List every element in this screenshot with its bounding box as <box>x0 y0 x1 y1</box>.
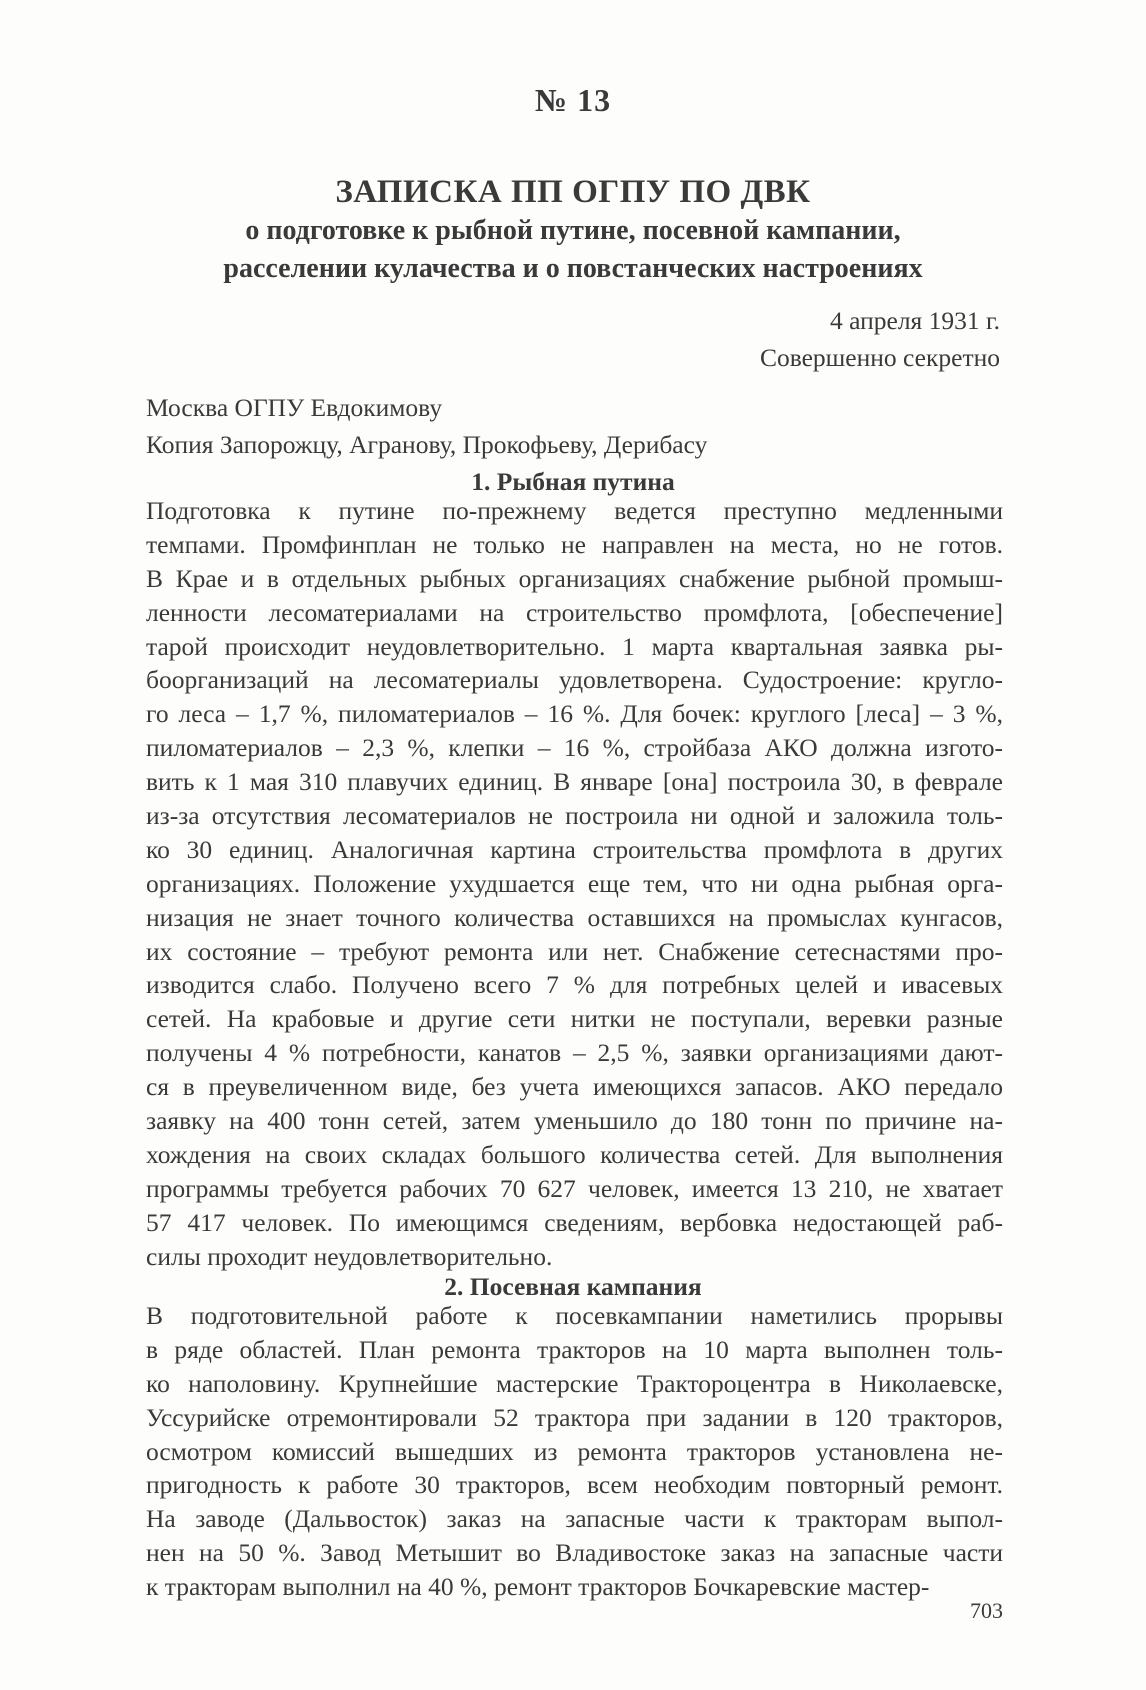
text-line: Уссурийске отремонтировали 52 трактора при задании в 120 тракторов, <box>146 1402 1003 1432</box>
addressee-block <box>146 389 707 463</box>
text-line: тарой происходит неудовлетворительно. 1 марта квартальная заявка ры- <box>146 631 1003 661</box>
text-line: темпами. Промфинплан не только не направлен на места, но не готов. <box>146 529 1003 559</box>
text-line: сетей. На крабовые и другие сети нитки не поступали, веревки разные <box>146 1004 1003 1034</box>
text-line: ко наполовину. Крупнейшие мастерские Трактороцентра в Николаевске, <box>146 1368 1003 1398</box>
text-line: их состояние – требуют ремонта или нет. Снабжение сетеснастями про- <box>146 936 1003 966</box>
text-line: нен на 50 %. Завод Метышит во Владивостоке заказ на запасные части <box>146 1538 1003 1568</box>
page-number: 703 <box>970 1598 1003 1623</box>
text-line: к тракторам выполнил на 40 %, ремонт тракторов Бочкаревские мастер- <box>146 1572 930 1602</box>
title-subtitle-line-1: о подготовке к рыбной путине, посевной кампании, <box>245 215 901 246</box>
text-line: боорганизаций на лесоматериалы удовлетворена. Судостроение: кругло- <box>146 665 1003 695</box>
text-line: ся в преувеличенном виде, без учета имеющихся запасов. АКО передало <box>146 1072 1003 1102</box>
text-line: В Крае и в отдельных рыбных организациях снабжение рыбной промыш- <box>146 563 1003 593</box>
text-line: в ряде областей. План ремонта тракторов на 10 марта выполнен толь- <box>146 1334 1003 1364</box>
text-line: хождения на своих складах большого количества сетей. Для выполнения <box>146 1139 1003 1169</box>
text-line: В подготовительной работе к посевкампании наметились прорывы <box>146 1301 1003 1330</box>
text-line: вить к 1 мая 310 плавучих единиц. В январе [она] построила 30, в феврале <box>146 767 1003 797</box>
addressee-to: Москва ОГПУ Евдокимову <box>146 393 443 422</box>
text-line: силы проходит неудовлетворительно. <box>146 1241 553 1271</box>
addressee-copy: Копия Запорожцу, Агранову, Прокофьеву, Дерибасу <box>146 430 708 459</box>
text-line: организациях. Положение ухудшается еще тем, что ни одна рыбная орга- <box>146 868 1003 898</box>
text-line: из-за отсутствия лесоматериалов не построила ни одной и заложила толь- <box>146 801 1003 831</box>
classification-stamp: Совершенно секретно <box>759 343 1000 372</box>
section-title: 1. Рыбная путина <box>471 467 675 496</box>
document-number: № 13 <box>534 82 612 118</box>
text-line: изводится слабо. Получено всего 7 % для потребных целей и ивасевых <box>146 970 1003 1000</box>
text-line: заявку на 400 тонн сетей, затем уменьшило до 180 тонн по причине на- <box>146 1106 1003 1136</box>
text-line: На заводе (Дальвосток) заказ на запасные части к тракторам выпол- <box>146 1504 1003 1534</box>
section-title: 2. Посевная кампания <box>444 1272 702 1301</box>
text-line: осмотром комиссий вышедших из ремонта тракторов установлена не- <box>146 1436 1003 1466</box>
text-line: низация не знает точного количества оставшихся на промыслах кунгасов, <box>146 902 1003 932</box>
text-line: пригодность к работе 30 тракторов, всем необходим повторный ремонт. <box>146 1470 1003 1500</box>
title-subtitle-line-2: расселении кулачества и о повстанческих настроениях <box>223 253 923 284</box>
section-body <box>146 494 1003 1273</box>
title-main: ЗАПИСКА ПП ОГПУ ПО ДВК <box>335 174 811 210</box>
section-body <box>146 1299 1003 1604</box>
text-line: Подготовка к путине по-прежнему ведется преступно медленными <box>146 496 1003 525</box>
document-date: 4 апреля 1931 г. <box>830 306 1000 335</box>
document-meta <box>760 302 1000 376</box>
text-line: ко 30 единиц. Аналогичная картина строительства промфлота в других <box>146 834 1003 864</box>
text-line: пиломатериалов – 2,3 %, клепки – 16 %, стройбаза АКО должна изгото- <box>146 733 1003 763</box>
text-line: получены 4 % потребности, канатов – 2,5 %, заявки организациями дают- <box>146 1038 1003 1068</box>
text-line: программы требуется рабочих 70 627 человек, имеется 13 210, не хватает <box>146 1173 1003 1203</box>
document-title <box>100 172 1046 288</box>
text-line: го леса – 1,7 %, пиломатериалов – 16 %. Для бочек: круглого [леса] – 3 %, <box>146 699 1003 729</box>
text-line: ленности лесоматериалами на строительство промфлота, [обеспечение] <box>146 597 1003 627</box>
text-line: 57 417 человек. По имеющимся сведениям, вербовка недостающей раб- <box>146 1207 1003 1237</box>
